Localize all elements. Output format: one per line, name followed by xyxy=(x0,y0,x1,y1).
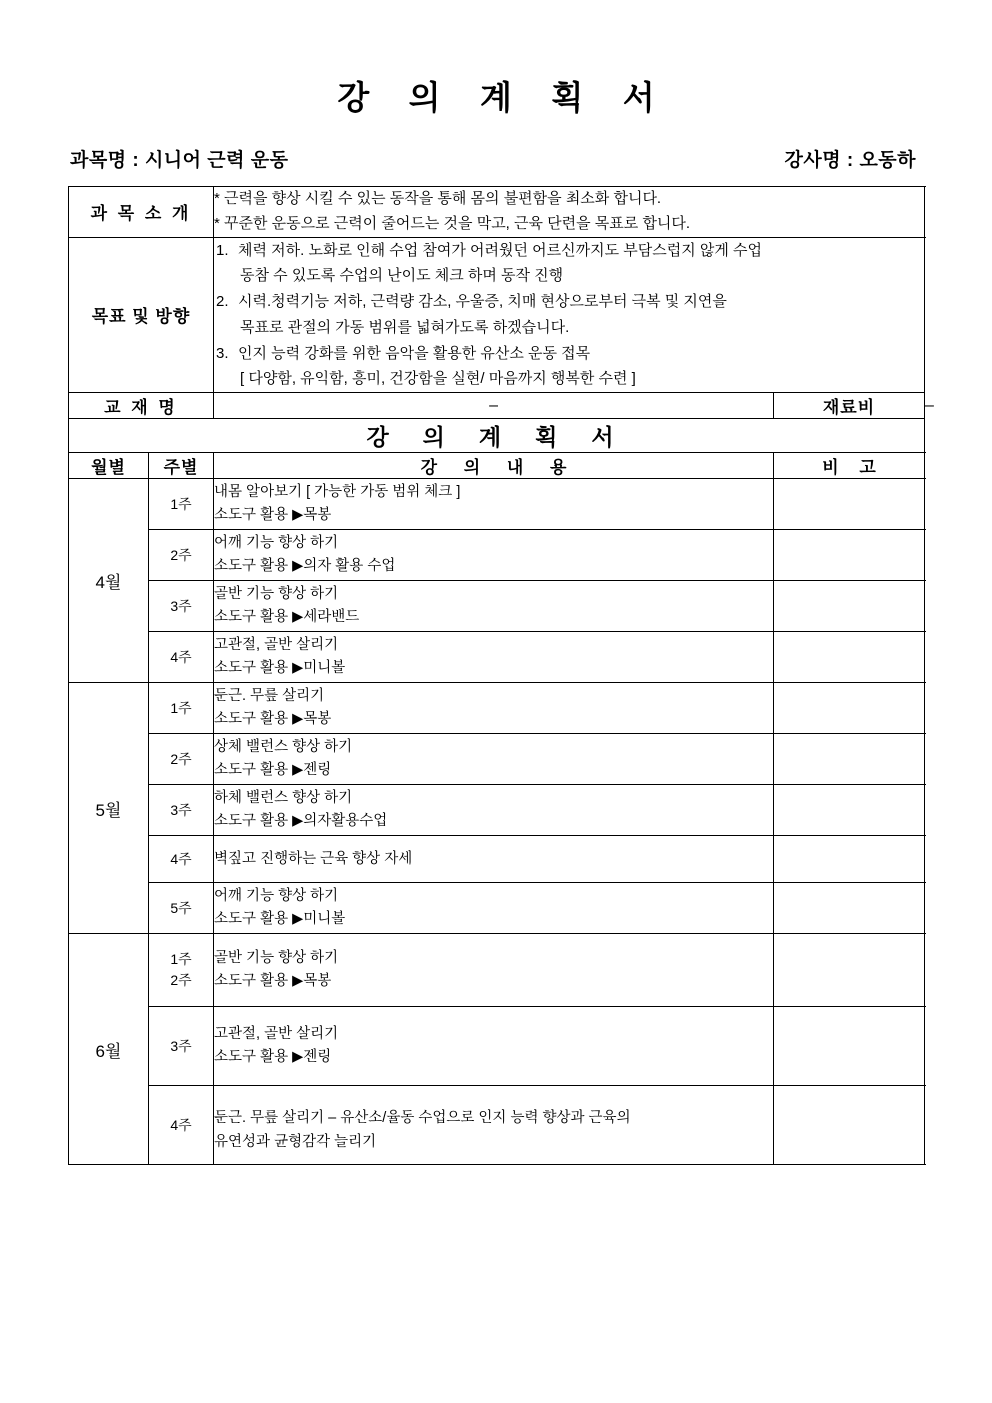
note-cell xyxy=(774,1086,925,1165)
intro-row xyxy=(69,187,925,238)
note-cell xyxy=(774,530,925,581)
goal-item xyxy=(214,289,924,341)
content-cell xyxy=(214,530,774,581)
week-cell: 3주 xyxy=(149,1007,214,1086)
content-line: 소도구 활용 ▶의자활용수업 xyxy=(214,813,388,830)
content-cell xyxy=(214,1086,774,1165)
note-cell xyxy=(774,734,925,785)
intro-line-2: * 꾸준한 운동으로 근력이 줄어드는 것을 막고, 근육 단련을 목표로 합니다. xyxy=(214,214,691,232)
content-cell xyxy=(214,734,774,785)
note-cell xyxy=(774,1007,925,1086)
week-cell: 2주 xyxy=(149,734,214,785)
table-row xyxy=(69,683,925,734)
content-cell xyxy=(214,683,774,734)
table-row xyxy=(69,1086,925,1165)
document-meta xyxy=(68,145,924,172)
material-fee-label: 재료비 xyxy=(774,393,925,419)
month-cell: 6월 xyxy=(69,934,149,1165)
content-line: 고관절, 골반 살리기 xyxy=(214,636,339,653)
goal-label: 목표 및 방향 xyxy=(69,237,214,393)
textbook-value: – xyxy=(214,393,774,419)
week-cell: 1주 xyxy=(149,683,214,734)
goal-text-1: 체력 저하. 노화로 인해 수업 참여가 어려웠던 어르신까지도 부담스럽지 않게 수업 xyxy=(238,241,763,259)
content-cell xyxy=(214,632,774,683)
goal-item xyxy=(214,238,924,290)
instructor-label: 강사명 : xyxy=(784,150,854,171)
table-row xyxy=(69,883,925,934)
subject-value: 시니어 근력 운동 xyxy=(144,150,289,171)
content-line: 소도구 활용 ▶젠링 xyxy=(214,1049,332,1066)
content-line: 소도구 활용 ▶목봉 xyxy=(214,507,332,524)
content-cell xyxy=(214,479,774,530)
note-cell xyxy=(774,581,925,632)
week-label-1: 1주 xyxy=(170,951,192,968)
header-month: 월별 xyxy=(69,453,149,479)
table-row xyxy=(69,934,925,1007)
content-cell xyxy=(214,883,774,934)
content-cell xyxy=(214,934,774,1007)
subject-field xyxy=(70,145,289,172)
table-row xyxy=(69,479,925,530)
goal-text-2: [ 다양함, 유익함, 흥미, 건강함을 실현/ 마음까지 행복한 수련 ] xyxy=(240,370,636,388)
content-line: 둔근. 무릎 살리기 xyxy=(214,687,325,704)
textbook-row: 교 재 명 – 재료비 – xyxy=(69,393,925,419)
note-cell xyxy=(774,632,925,683)
content-line: 골반 기능 향상 하기 xyxy=(214,949,339,966)
content-line: 소도구 활용 ▶세라밴드 xyxy=(214,609,360,626)
table-row xyxy=(69,836,925,883)
table-row xyxy=(69,734,925,785)
plan-section-row xyxy=(69,419,925,453)
instructor-field xyxy=(784,145,916,172)
content-line: 고관절, 골반 살리기 xyxy=(214,1025,339,1042)
content-cell xyxy=(214,581,774,632)
content-line: 소도구 활용 ▶미니볼 xyxy=(214,911,346,928)
content-line: 소도구 활용 ▶목봉 xyxy=(214,711,332,728)
goal-list xyxy=(214,238,924,393)
goal-number: 2. xyxy=(216,293,229,311)
table-row xyxy=(69,581,925,632)
content-line: 소도구 활용 ▶미니볼 xyxy=(214,660,346,677)
note-cell xyxy=(774,479,925,530)
table-row xyxy=(69,632,925,683)
note-cell xyxy=(774,785,925,836)
week-cell: 3주 xyxy=(149,581,214,632)
content-line: 어깨 기능 향상 하기 xyxy=(214,534,339,551)
note-cell xyxy=(774,883,925,934)
goal-item xyxy=(214,341,924,393)
week-cell: 4주 xyxy=(149,836,214,883)
note-cell xyxy=(774,683,925,734)
content-line: 내몸 알아보기 [ 가능한 가동 범위 체크 ] xyxy=(214,483,461,500)
content-cell xyxy=(214,785,774,836)
week-cell: 3주 xyxy=(149,785,214,836)
instructor-value: 오동하 xyxy=(859,150,916,171)
subject-label: 과목명 : xyxy=(70,150,140,171)
table-row xyxy=(69,530,925,581)
goal-number: 1. xyxy=(216,241,229,259)
month-cell: 4월 xyxy=(69,479,149,683)
goal-number: 3. xyxy=(216,344,229,362)
goal-text-1: 시력.청력기능 저하, 근력량 감소, 우울증, 치매 현상으로부터 극복 및 지연을 xyxy=(238,293,727,311)
content-line: 둔근. 무릎 살리기 – 유산소/율동 수업으로 인지 능력 향상과 근육의 xyxy=(214,1110,631,1127)
goal-text-2: 동참 수 있도록 수업의 난이도 체크 하며 동작 진행 xyxy=(240,267,564,285)
content-line: 상체 밸런스 향상 하기 xyxy=(214,738,353,755)
goal-row xyxy=(69,237,925,393)
course-plan-table xyxy=(68,186,934,1165)
plan-header-row xyxy=(69,453,925,479)
week-label-2: 2주 xyxy=(170,972,192,989)
content-line: 소도구 활용 ▶젠링 xyxy=(214,762,332,779)
week-cell: 4주 xyxy=(149,1086,214,1165)
note-cell xyxy=(774,836,925,883)
page-title: 강 의 계 획 서 xyxy=(337,78,669,117)
content-line: 벽짚고 진행하는 근육 향상 자세 xyxy=(214,850,413,867)
content-line: 소도구 활용 ▶목봉 xyxy=(214,973,332,990)
goal-content xyxy=(214,237,925,393)
intro-label: 과 목 소 개 xyxy=(69,187,214,238)
table-row xyxy=(69,1007,925,1086)
goal-text-1: 인지 능력 강화를 위한 음악을 활용한 유산소 운동 접목 xyxy=(238,344,591,362)
content-line: 소도구 활용 ▶의자 활용 수업 xyxy=(214,558,396,575)
content-line: 어깨 기능 향상 하기 xyxy=(214,887,339,904)
goal-text-2: 목표로 관절의 가동 범위를 넓혀가도록 하겠습니다. xyxy=(240,318,570,336)
header-week: 주별 xyxy=(149,453,214,479)
content-cell xyxy=(214,836,774,883)
week-cell: 5주 xyxy=(149,883,214,934)
content-cell xyxy=(214,1007,774,1086)
plan-section-title: 강 의 계 획 서 xyxy=(69,419,925,453)
header-note: 비 고 xyxy=(774,453,925,479)
week-cell: 1주 xyxy=(149,479,214,530)
intro-line-1: * 근력을 향상 시킬 수 있는 동작을 통해 몸의 불편함을 최소화 합니다. xyxy=(214,190,662,207)
content-line: 유연성과 균형감각 늘리기 xyxy=(214,1133,377,1150)
textbook-label: 교 재 명 xyxy=(69,393,214,419)
table-row xyxy=(69,785,925,836)
content-line: 하체 밸런스 향상 하기 xyxy=(214,789,353,806)
week-cell: 2주 xyxy=(149,530,214,581)
content-line: 골반 기능 향상 하기 xyxy=(214,585,339,602)
intro-content xyxy=(214,187,925,238)
header-content: 강 의 내 용 xyxy=(214,453,774,479)
month-cell: 5월 xyxy=(69,683,149,934)
week-cell: 4주 xyxy=(149,632,214,683)
week-cell xyxy=(149,934,214,1007)
note-cell xyxy=(774,934,925,1007)
